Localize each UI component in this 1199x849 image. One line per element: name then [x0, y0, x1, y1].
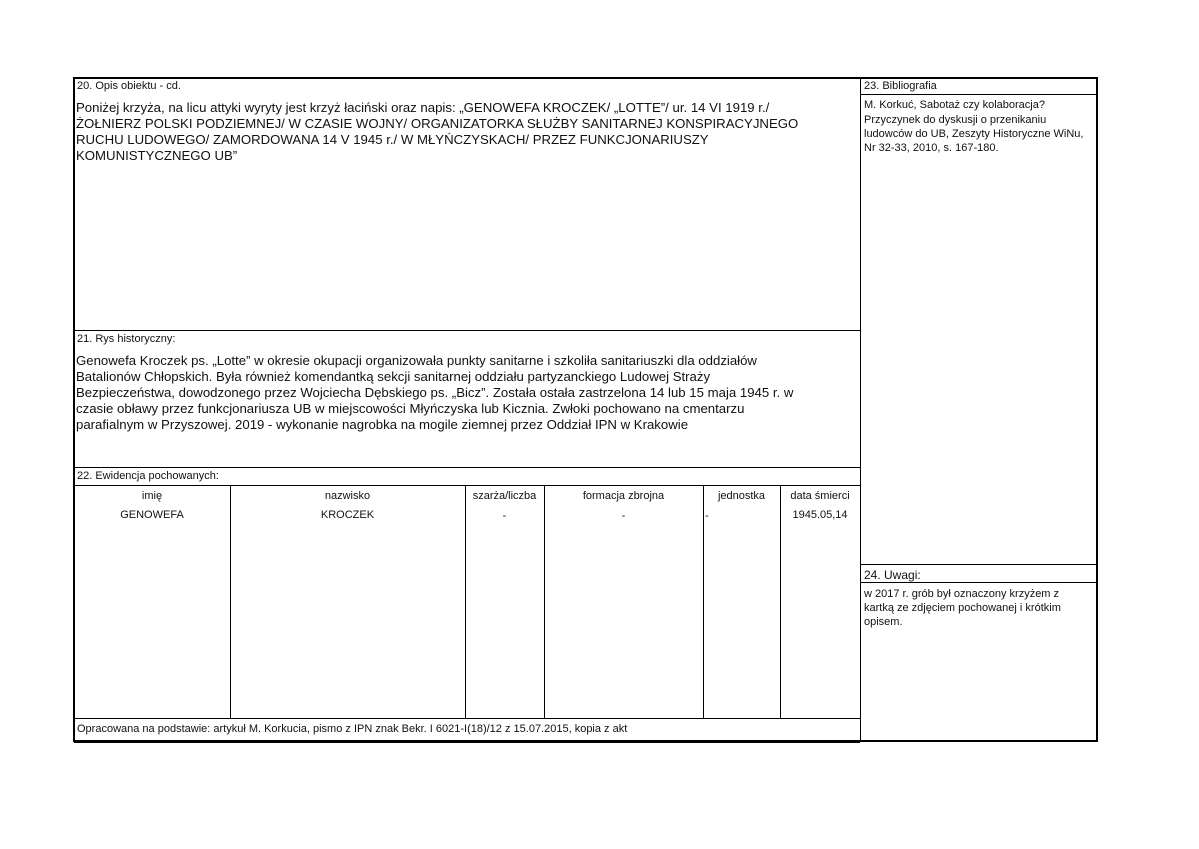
section-21-line-5: parafialnym w Przyszowej. 2019 - wykonanie nagrobka na mogile ziemnej przez Oddział IPN w Krakowie	[76, 417, 689, 432]
table-top-border	[74, 485, 860, 486]
section-21-line-2: Batalionów Chłopskich. Była również komendantką sekcji sanitarnej oddziału partyzanckiego Ludowej Straży	[76, 369, 711, 384]
bibliography-line-3: ludowców do UB, Zeszyty Historyczne WiNu,	[864, 128, 1084, 140]
section-20-line-4: KOMUNISTYCZNEGO UB”	[76, 148, 238, 163]
section-20-line-1: Poniżej krzyża, na licu attyki wyryty jest krzyż łaciński oraz napis: „GENOWEFA KROCZEK/ „LOTTE”/ ur. 14 VI 1919 r./	[76, 100, 770, 115]
header-imie: imię	[141, 490, 163, 502]
cell-szarza: -	[502, 510, 507, 522]
left-bottom-border	[74, 741, 860, 743]
header-nazwisko: nazwisko	[324, 490, 371, 502]
section-21-line-1: Genowefa Kroczek ps. „Lotte” w okresie okupacji organizowała punkty sanitarne i szkoliła sanitariuszki dla oddziałów	[76, 353, 757, 368]
divider-20-21	[74, 330, 860, 331]
source-note: Opracowana na podstawie: artykuł M. Korkucia, pismo z IPN znak Bekr. I 6021-I(18)/12 z 15.07.2015, kopia z akt	[77, 723, 628, 735]
header-jednostka: jednostka	[717, 490, 766, 502]
section-20-line-2: ŻOŁNIERZ POLSKI PODZIEMNEJ/ W CZASIE WOJNY/ ORGANIZATORKA SŁUŻBY SANITARNEJ KONSPIRACYJNEGO	[76, 116, 799, 131]
divider-23-label	[861, 94, 1097, 95]
header-data-smierci: data śmierci	[790, 490, 850, 502]
section-20-line-3: RUCHU LUDOWEGO/ ZAMORDOWANA 14 V 1945 r./ W MŁYŃCZYSKACH/ PRZEZ FUNKCJONARIUSZY	[76, 132, 709, 147]
remarks-line-2: kartką ze zdjęciem pochowanej i krótkim	[864, 602, 1061, 614]
divider-21-22	[74, 467, 860, 468]
cell-jednostka: -	[705, 510, 709, 522]
divider-24-label	[861, 582, 1097, 583]
table-col-line-4	[703, 486, 704, 718]
cell-nazwisko: KROCZEK	[320, 509, 375, 521]
footer-divider	[74, 718, 860, 719]
header-szarza: szarża/liczba	[472, 490, 537, 502]
section-24-label: 24. Uwagi:	[864, 568, 921, 582]
divider-23-24	[861, 564, 1097, 565]
cell-data-smierci: 1945.05,14	[792, 509, 848, 521]
section-21-line-4: czasie obławy przez funkcjonariusza UB w miejscowości Młyńczyska lub Kicznia. Zwłoki pochowano na cmentarzu	[76, 401, 745, 416]
bibliography-line-1: M. Korkuć, Sabotaż czy kolaboracja?	[864, 99, 1045, 111]
header-formacja: formacja zbrojna	[582, 490, 665, 502]
bibliography-line-2: Przyczynek do dyskusji o przenikaniu	[864, 114, 1047, 126]
section-22-label: 22. Ewidencja pochowanych:	[77, 470, 219, 482]
remarks-line-1: w 2017 r. grób był oznaczony krzyżem z	[864, 588, 1060, 600]
section-23-label: 23. Bibliografia	[864, 80, 937, 92]
cell-imie: GENOWEFA	[120, 509, 184, 521]
section-21-line-3: Bezpieczeństwa, dowodzonego przez Wojciecha Dębskiego ps. „Bicz”. Została ostała zastrzelona 14 lub 15 maja 1945 r. w	[76, 385, 794, 400]
section-20-label: 20. Opis obiektu - cd.	[77, 80, 181, 92]
section-21-label: 21. Rys historyczny:	[77, 333, 176, 345]
remarks-line-3: opisem.	[864, 616, 903, 628]
bibliography-line-4: Nr 32-33, 2010, s. 167-180.	[864, 142, 999, 154]
cell-formacja: -	[621, 510, 626, 522]
column-divider	[860, 78, 861, 742]
